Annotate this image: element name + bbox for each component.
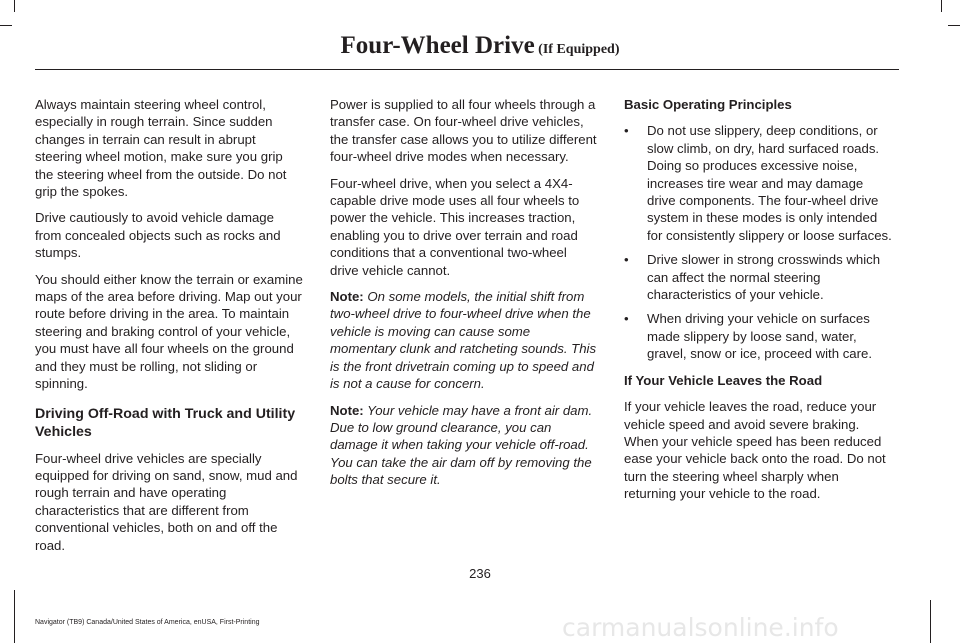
list-item [624,310,892,362]
note-label: Note: [330,402,364,418]
section-heading: Driving Off-Road with Truck and Utility Vehicles [35,405,296,440]
bullet-icon: • [624,252,629,268]
list-item [624,251,892,303]
watermark: carmanualsonline.info [562,613,839,642]
section-heading: If Your Vehicle Leaves the Road [624,372,823,388]
column-2 [330,96,598,498]
column-3 [624,96,892,512]
section-heading: Basic Operating Principles [624,97,792,112]
page-title [0,31,960,65]
bullet-icon: • [624,311,629,327]
paragraph: Four-wheel drive vehicles are specially equipped for driving on sand, snow, mud and rough terrain and have operating characteristics that are different from conventional vehicles, both on and off the road. [35,450,298,553]
crop-mark [948,25,960,26]
page-title-main: Four-Wheel Drive [340,32,535,59]
paragraph: Four-wheel drive, when you select a 4X4-capable drive mode uses all four wheels to power the vehicle. This increases traction, enabling you to drive over terrain and road conditions that a conventional two-wheel drive vehicle cannot. [330,175,580,278]
crop-mark [930,600,931,643]
note [330,288,598,392]
bullet-icon: • [624,123,629,139]
paragraph: You should either know the terrain or examine maps of the area before driving. Map out your route before driving in the area. To maintain steering and braking control of your vehicle, you must have all four wheels on the ground and they must be rolling, not sliding or spinning. [35,271,303,392]
bullet-list [624,122,892,362]
crop-mark [0,25,12,26]
list-item [624,122,892,244]
footer-text: Navigator (TB9) Canada/United States of America, enUSA, First-Printing [35,619,260,626]
list-item-text: Drive slower in strong crosswinds which can affect the normal steering characteristics of your vehicle. [647,252,881,303]
list-item-text: Do not use slippery, deep conditions, or slow climb, on dry, hard surfaced roads. Doing so produces excessive noise, increases tire wear and may damage drive components. The four-wheel drive system in these modes is only intended for consistently slippery or loose surfaces. [647,123,892,243]
page-title-subtitle: (If Equipped) [534,42,620,57]
paragraph: Drive cautiously to avoid vehicle damage from concealed objects such as rocks and stumps. [35,210,281,261]
list-item-text: When driving your vehicle on surfaces made slippery by loose sand, water, gravel, snow or ice, proceed with care. [647,311,873,362]
note [330,402,598,489]
header-divider [35,69,899,70]
paragraph: Always maintain steering wheel control, especially in rough terrain. Since sudden changes in terrain can result in abrupt steering wheel motion, make sure you grip the steering wheel from the outside. Do not grip the spokes. [35,97,287,200]
note-label: Note: [330,289,364,305]
crop-mark [14,590,15,643]
crop-mark [14,0,15,12]
page-number: 236 [469,566,491,581]
note-text: Your vehicle may have a front air dam. Due to low ground clearance, you can damage it when taking your vehicle off-road. You can take the air dam off by removing the bolts that secure it. [330,402,593,488]
paragraph: Power is supplied to all four wheels through a transfer case. On four-wheel drive vehicles, the transfer case allows you to utilize different four-wheel drive modes when necessary. [330,97,597,165]
column-1 [35,96,303,563]
paragraph: If your vehicle leaves the road, reduce your vehicle speed and avoid severe braking. When your vehicle speed has been reduced ease your vehicle back onto the road. Do not turn the steering wheel sharply when returning your vehicle to the road. [624,399,886,502]
crop-mark [941,0,942,12]
note-text: On some models, the initial shift from two-wheel drive to four-wheel drive when the vehicle is moving can cause some momentary clunk and ratcheting sounds. This is the front drivetrain coming up to speed and is not a cause for concern. [330,289,597,392]
